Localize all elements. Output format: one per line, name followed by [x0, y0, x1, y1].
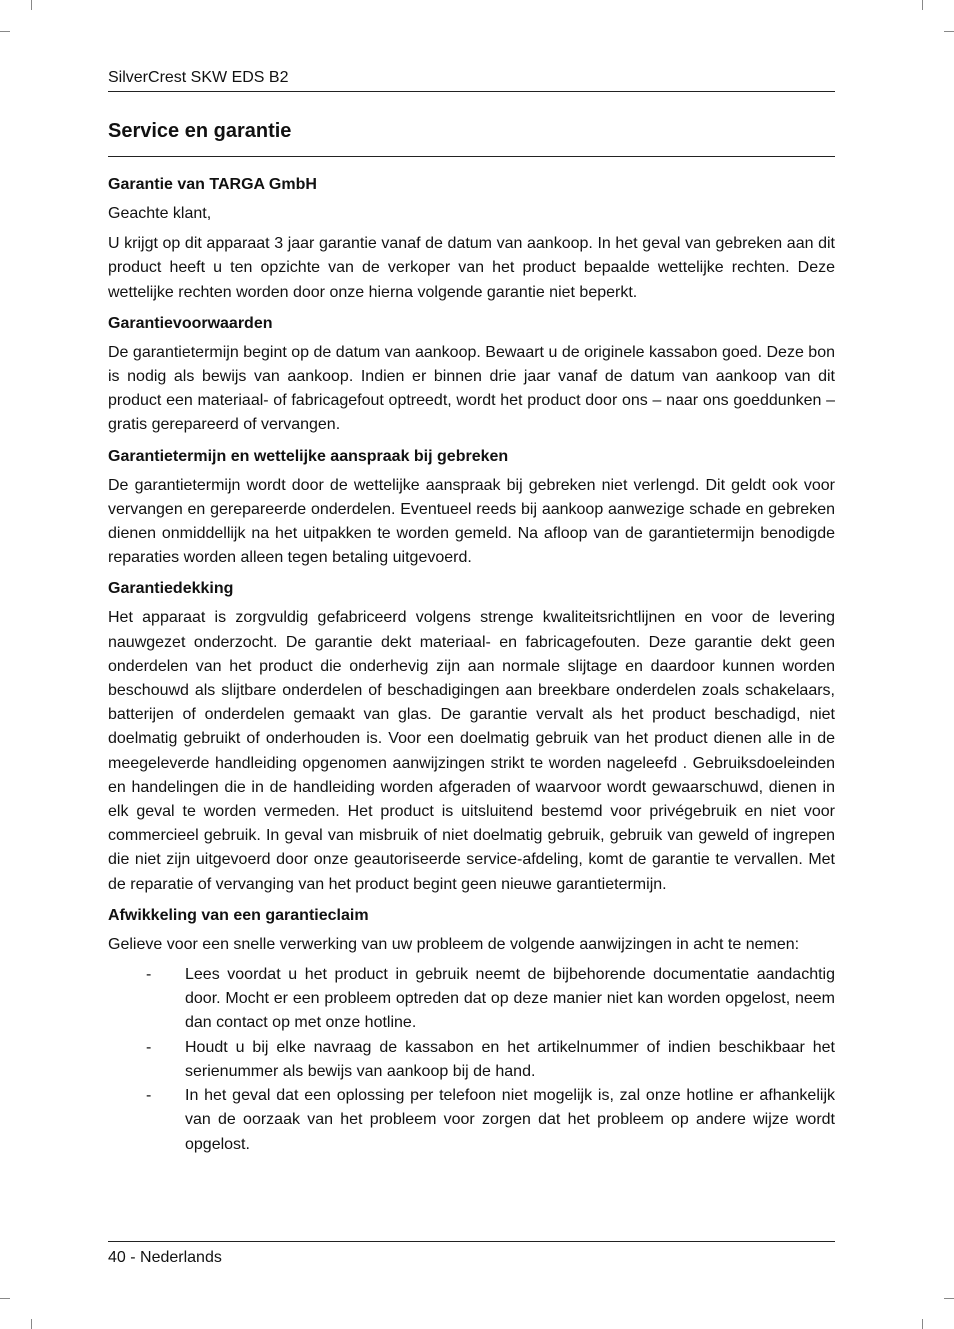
- coverage-heading: Garantiedekking: [108, 580, 234, 598]
- header-rule: [108, 91, 835, 92]
- crop-mark-top-right: [922, 0, 923, 10]
- dash-bullet: -: [146, 1038, 152, 1056]
- crop-mark-bottom-left: [31, 1319, 32, 1329]
- footer-rule: [108, 1241, 835, 1242]
- list-item-text: In het geval dat een oplossing per telefoon niet mogelijk is, zal onze hotline er afhankelijk van de oorzaak van het probleem voor zorgen dat het probleem op andere wijze wordt opgelost.: [185, 1087, 835, 1153]
- salutation: Geachte klant,: [108, 205, 212, 222]
- coverage-text: Het apparaat is zorgvuldig gefabriceerd volgens strenge kwaliteitsrichtlijnen en voor de levering nauwgezet onderzocht. De garantie dekt materiaal- en fabricagefouten. Deze garantie dekt geen onderdelen van het product die onderhevig zijn aan normale slijtage en daardoor kunnen worden beschouwd als slijtbare onderdelen of beschadigingen aan breekbare onderdelen zoals schakelaars, batterijen of onderdelen gemaakt van glas. De garantie vervalt als het product beschadigd, niet doelmatig gebruikt of onderhouden is. Voor een doelmatig gebruik van het product dienen alle in de meegeleverde handleiding opgenomen aanwijzingen strikt te worden nageleefd . Gebruiksdoeleinden en handelingen die in de handleiding worden afgeraden of waarvoor wordt gewaarschuwd, dienen in elk geval te worden vermeden. Het product is uitsluitend bestemd voor privégebruik en niet voor commercieel gebruik. In geval van misbruik of niet doelmatig gebruik, gebruik van geweld of ingrepen die niet zijn uitgevoerd door onze geautoriseerde service-afdeling, komt de garantie te vervallen. Met de reparatie of vervanging van het product begint geen nieuwe garantietermijn.: [108, 609, 835, 893]
- claim-heading: Afwikkeling van een garantieclaim: [108, 906, 369, 924]
- dash-bullet: -: [146, 966, 152, 984]
- crop-mark-top-left-h: [0, 31, 10, 32]
- claim-list: [108, 963, 835, 1157]
- crop-mark-top-left: [31, 0, 32, 10]
- crop-mark-bottom-left-h: [0, 1298, 10, 1299]
- term-text: De garantietermijn wordt door de wettelijke aanspraak bij gebreken niet verlengd. Dit geldt ook voor vervangen en gerepareerde onderdelen. Eventueel reeds bij aankoop aanwezige schade en gebreken dienen onmiddellijk na het uitpakken te worden gemeld. Na afloop van de garantietermijn benodigde reparaties worden alleen tegen betaling uitgevoerd.: [108, 476, 835, 567]
- conditions-heading: Garantievoorwaarden: [108, 314, 273, 332]
- page-content: [108, 68, 835, 1157]
- list-item: [108, 963, 835, 1036]
- crop-mark-bottom-right: [922, 1319, 923, 1329]
- list-item: [108, 1036, 835, 1084]
- conditions-text: De garantietermijn begint op de datum van aankoop. Bewaart u de originele kassabon goed. Deze bon is nodig als bewijs van aankoop. Indien er binnen drie jaar vanaf de datum van aankoop van dit product een materiaal- of fabricagefout optreedt, wordt het product door ons – naar ons goeddunken – gratis gerepareerd of vervangen.: [108, 343, 835, 434]
- section-title: Service en garantie: [108, 120, 292, 142]
- list-item-text: Lees voordat u het product in gebruik neemt de bijbehorende documentatie aandachtig door. Mocht er een probleem optreden dat op deze manier niet kan worden opgelost, neem dan contact op met onze hotline.: [185, 966, 835, 1032]
- dash-bullet: -: [146, 1087, 152, 1105]
- warranty-intro: U krijgt op dit apparaat 3 jaar garantie vanaf de datum van aankoop. In het geval van gebreken aan dit product heeft u ten opzichte van de verkoper van het product bepaalde wettelijke rechten. Deze wettelijke rechten worden door onze hierna volgende garantie niet beperkt.: [108, 235, 835, 301]
- page-footer: [108, 1241, 835, 1270]
- term-heading: Garantietermijn en wettelijke aanspraak bij gebreken: [108, 447, 509, 465]
- claim-intro: Gelieve voor een snelle verwerking van uw probleem de volgende aanwijzingen in acht te nemen:: [108, 935, 800, 953]
- page-number: 40 - Nederlands: [108, 1249, 222, 1266]
- warranty-heading: Garantie van TARGA GmbH: [108, 176, 317, 193]
- list-item: [108, 1084, 835, 1157]
- section-rule: [108, 156, 835, 157]
- running-header: SilverCrest SKW EDS B2: [108, 69, 289, 86]
- crop-mark-top-right-h: [944, 31, 954, 32]
- crop-mark-bottom-right-h: [944, 1298, 954, 1299]
- list-item-text: Houdt u bij elke navraag de kassabon en het artikelnummer of indien beschikbaar het serienummer als bewijs van aankoop bij de hand.: [185, 1038, 835, 1080]
